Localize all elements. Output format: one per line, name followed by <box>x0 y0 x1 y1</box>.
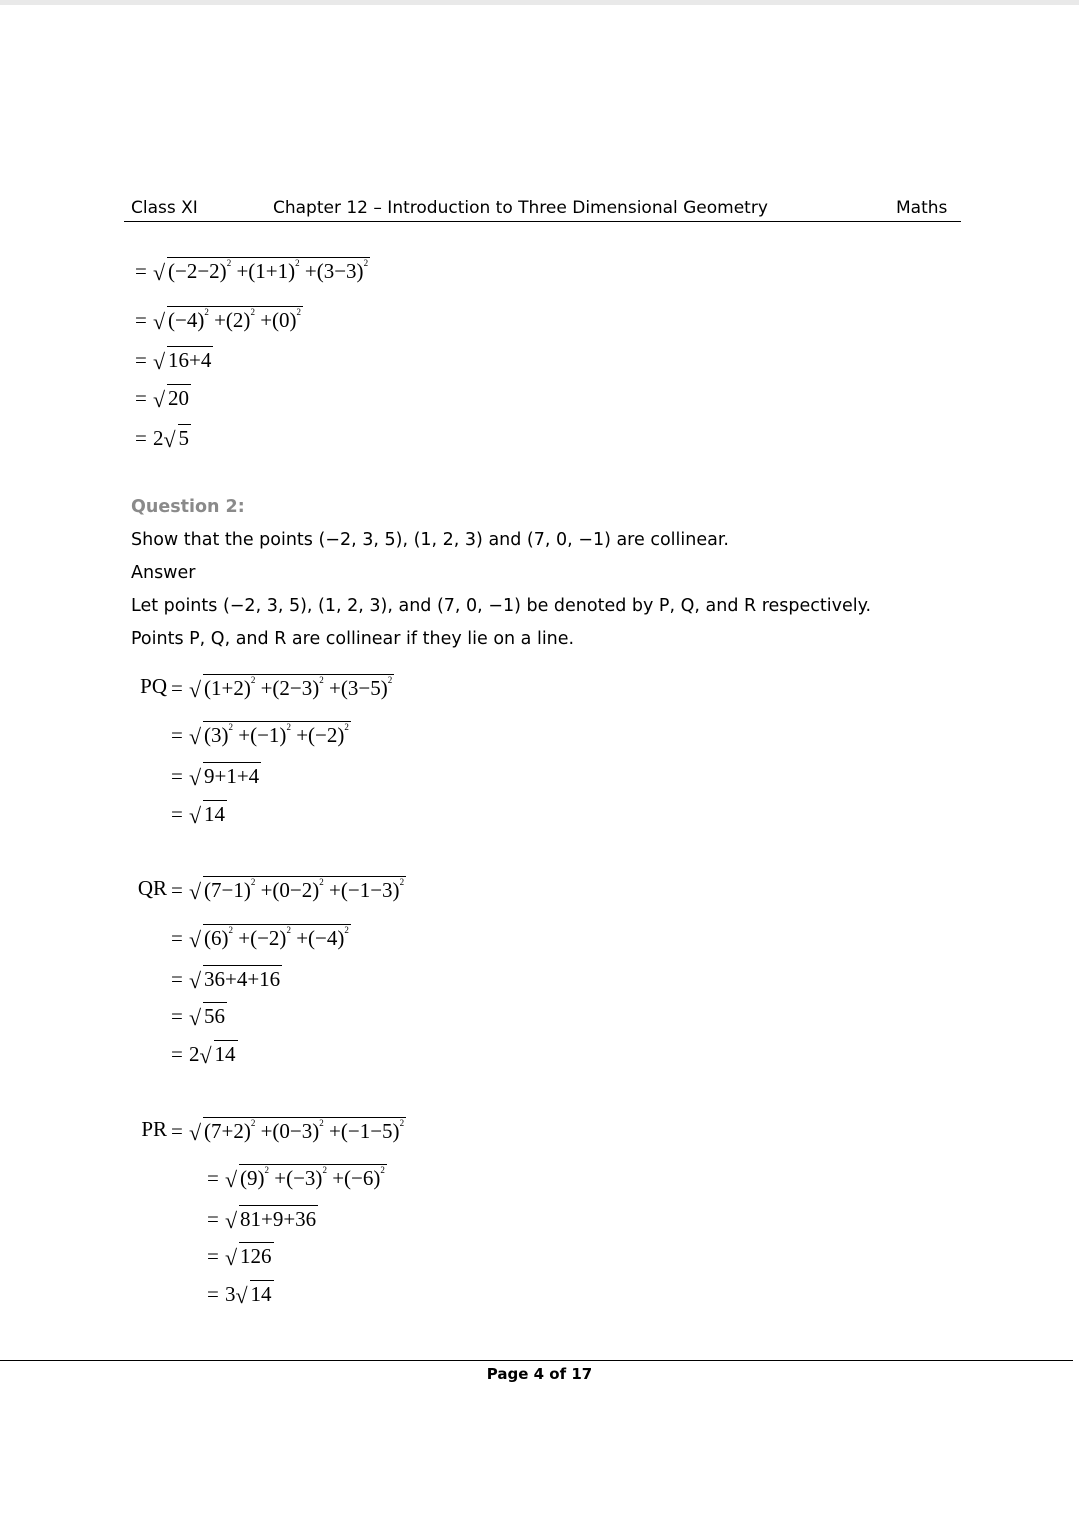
pr-step-1: PR =√ $(7+2)^2 +(0-3)^2 +(-1-5)^2$ <box>171 1117 406 1143</box>
pr-label: PR <box>141 1117 167 1141</box>
top-step-4: =√ 20 <box>135 384 191 410</box>
chapter-title: Chapter 12 – Introduction to Three Dimensional Geometry <box>273 198 768 218</box>
pr-step-4: =√ 126 <box>207 1242 274 1268</box>
pq-step-1: PQ =√ $(1+2)^2 +(2-3)^2 +(3-5)^2$ <box>171 674 394 700</box>
qr-step-3: =√ 36+4+16 <box>171 965 282 991</box>
qr-step-2: =√ $(6)^2 +(-2)^2 +(-4)^2$ <box>171 924 351 950</box>
qr-step-4: =√ 56 <box>171 1002 227 1028</box>
answer-line-1: Let points (−2, 3, 5), (1, 2, 3), and (7, 0, −1) be denoted by P, Q, and R respectively. <box>131 596 872 616</box>
footer-rule <box>0 1360 1073 1361</box>
pq-step-4: =√ 14 <box>171 800 227 826</box>
question-title: Question 2: <box>131 497 245 517</box>
top-step-5: = 2√ 5 <box>135 424 191 450</box>
pr-step-2: =√ $(9)^2 +(-3)^2 +(-6)^2$ <box>207 1164 387 1190</box>
pq-label: PQ <box>140 674 167 698</box>
qr-step-5: = 2√ 14 <box>171 1040 238 1066</box>
header-rule <box>124 221 961 222</box>
top-step-1: =√ $(-2-2)^2 +(1+1)^2 +(3-3)^2$ <box>135 257 370 283</box>
answer-line-2: Points P, Q, and R are collinear if they lie on a line. <box>131 629 575 649</box>
pq-step-3: =√ 9+1+4 <box>171 762 261 788</box>
top-step-2: =√ $(-4)^2 +(2)^2 +(0)^2$ <box>135 306 303 332</box>
class-label: Class XI <box>131 198 198 218</box>
pr-step-5: = 3√ 14 <box>207 1280 274 1306</box>
page-number: Page 4 of 17 <box>486 1365 593 1383</box>
qr-step-1: QR =√ $(7-1)^2 +(0-2)^2 +(-1-3)^2$ <box>171 876 406 902</box>
qr-label: QR <box>137 876 167 900</box>
pr-step-3: =√ 81+9+36 <box>207 1205 318 1231</box>
pq-step-2: =√ $(3)^2 +(-1)^2 +(-2)^2$ <box>171 721 351 747</box>
answer-label: Answer <box>131 563 196 583</box>
viewer-top-bar <box>0 0 1079 5</box>
question-statement: Show that the points (−2, 3, 5), (1, 2, 3) and (7, 0, −1) are collinear. <box>131 530 729 550</box>
subject-label: Maths <box>896 198 948 218</box>
top-step-3: =√ 16+4 <box>135 346 213 372</box>
